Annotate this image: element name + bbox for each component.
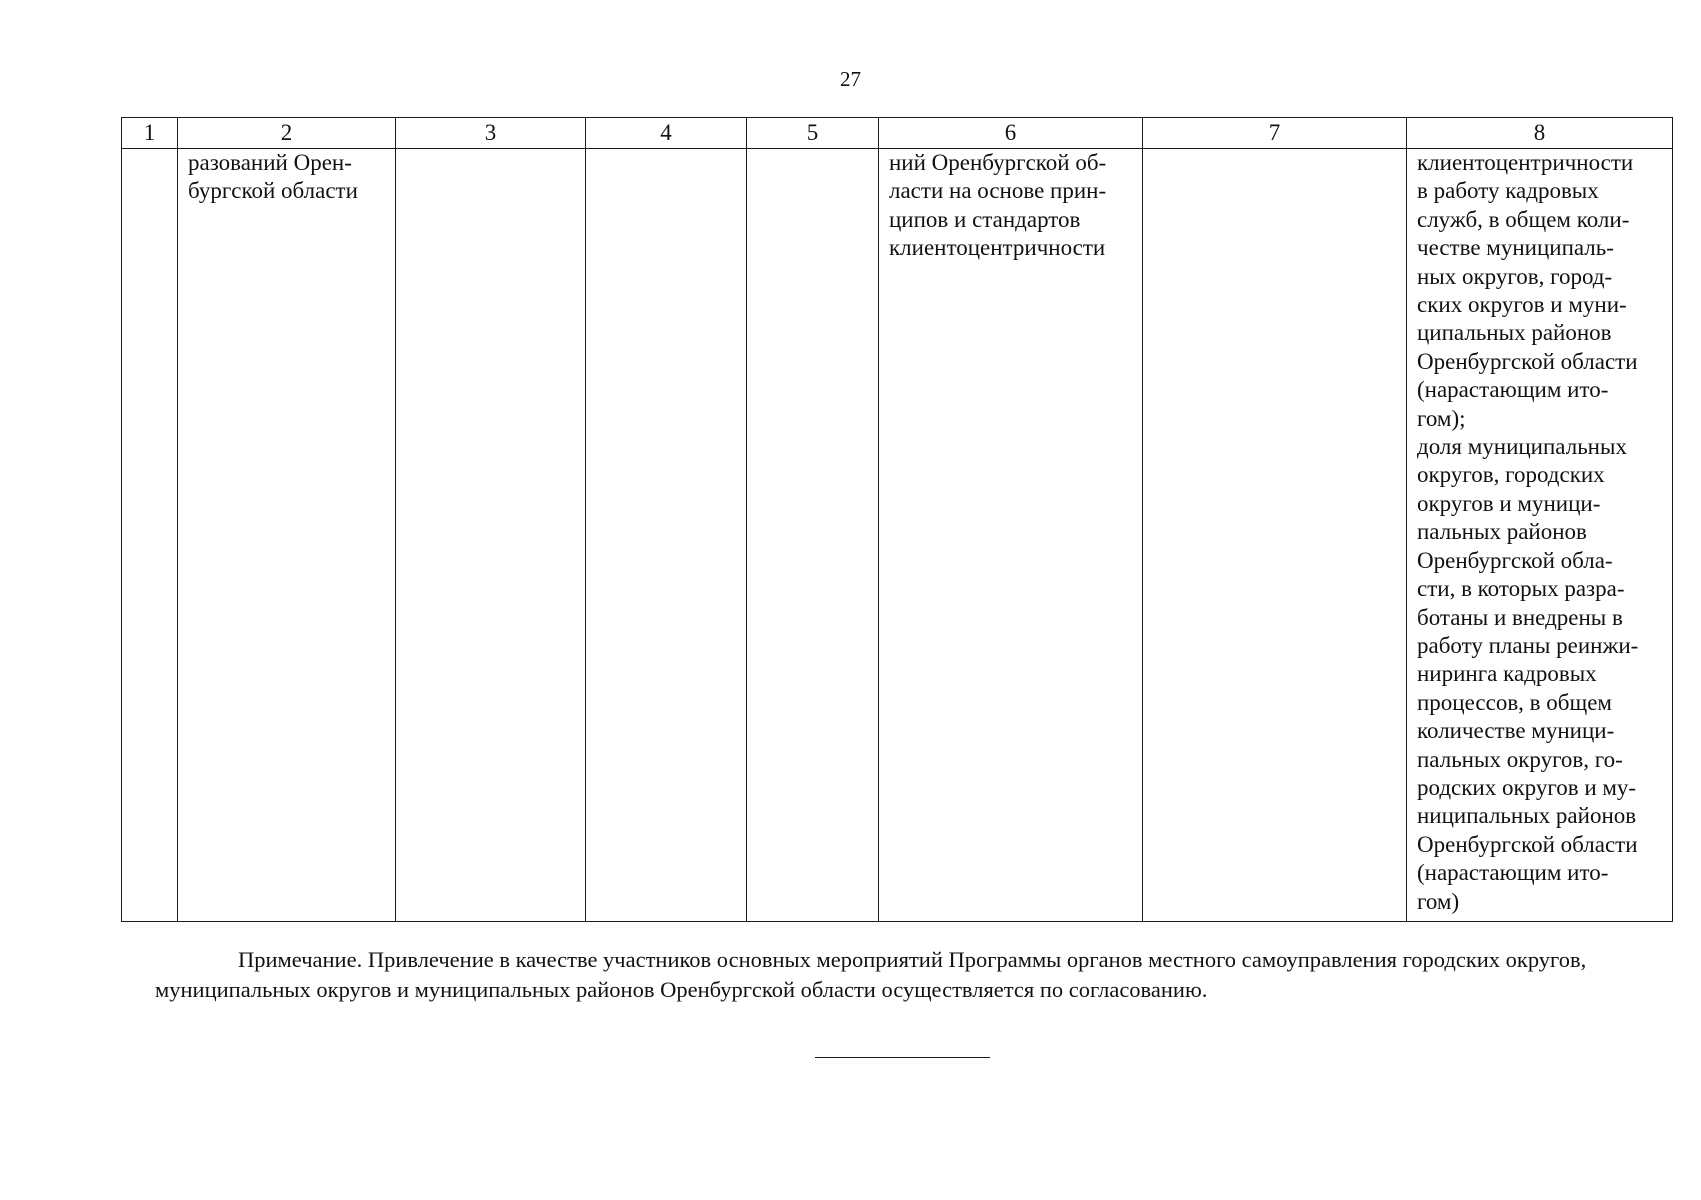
table-cell-col1 bbox=[122, 149, 178, 922]
page-number: 27 bbox=[840, 67, 861, 91]
table-cell-col5 bbox=[747, 149, 879, 922]
cell-text-col2: разований Орен- бургской области bbox=[188, 150, 358, 204]
table-cell-col6 bbox=[879, 149, 1143, 922]
header-row bbox=[122, 118, 1673, 149]
table-row bbox=[122, 149, 1673, 922]
end-separator-line bbox=[815, 1057, 990, 1058]
note-paragraph: Примечание. Привлечение в качестве участников основных мероприятий Программы органов местного самоуправления городских округов, муниципальных округов и муниципальных районов Оренбургской области осуществляется по согласованию. bbox=[155, 947, 1587, 1002]
table-cell-col7 bbox=[1143, 149, 1407, 922]
column-header-3: 3 bbox=[396, 118, 586, 149]
column-header-8: 8 bbox=[1407, 118, 1673, 149]
column-header-4: 4 bbox=[586, 118, 747, 149]
column-header-7: 7 bbox=[1143, 118, 1407, 149]
column-header-2: 2 bbox=[178, 118, 396, 149]
table-cell-col2 bbox=[178, 149, 396, 922]
cell-text-col8: клиентоцентричности в работу кадровых служб, в общем коли- честве муниципаль- ных округов, город- ских округов и муни- ципальных районов Оренбургской области (нарастающим ито- гом); доля муниципальных округов, городских округов и муници- пальных районов Оренбургской обла- сти, в которых разра- ботаны и внедрены в работу планы реинжи- ниринга кадровых процессов, в общем количестве муници- пальных округов, го- родских округов и му- ниципальных районов Оренбургской области (нарастающим ито- гом) bbox=[1417, 150, 1639, 914]
cell-text-col6: ний Оренбургской об- ласти на основе прин- ципов и стандартов клиентоцентричности bbox=[889, 150, 1107, 261]
program-table bbox=[121, 117, 1673, 922]
column-header-6: 6 bbox=[879, 118, 1143, 149]
column-header-5: 5 bbox=[747, 118, 879, 149]
table-cell-col4 bbox=[586, 149, 747, 922]
table-cell-col3 bbox=[396, 149, 586, 922]
table-cell-col8 bbox=[1407, 149, 1673, 922]
column-header-1: 1 bbox=[122, 118, 178, 149]
